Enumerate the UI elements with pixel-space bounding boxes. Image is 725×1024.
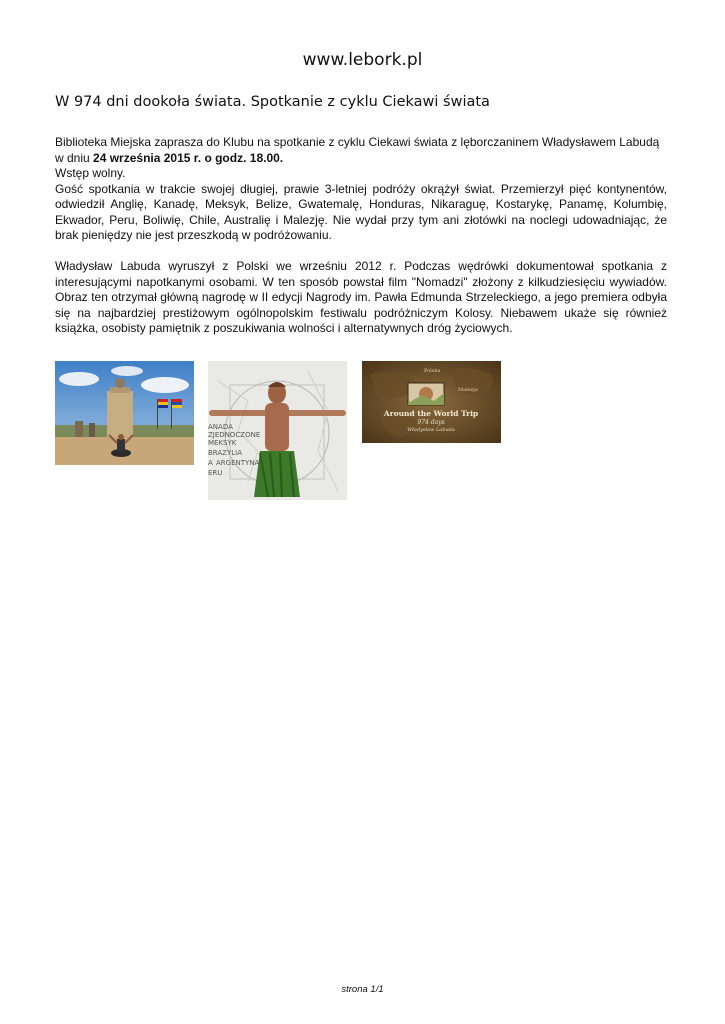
date-prefix: w dniu <box>55 150 94 165</box>
map-label-1: ZJEDNOCZONE <box>208 431 261 439</box>
intro-paragraph <box>55 135 667 182</box>
paragraph-2: Władysław Labuda wyruszył z Polski we wrześniu 2012 r. Podczas wędrówki dokumentował spotkania z interesującymi napotkanymi osobami. W ten sposób powstał film "Nomadzi" złożony z kilkudziesięciu wywiadów. Obraz ten otrzymał główną nagrodę w II edycji Nagrody im. Pawła Edmunda Strzeleckiego, a jego premiera odbyła się na najbardziej prestiżowym ogólnopolskim festiwalu podróżniczym Kolosy. Niebawem ukaże się również książka, osobisty pamiętnik z poszukiwania wolności i alternatywnych dróg życiowych. <box>55 259 667 335</box>
photo-gallery <box>55 361 515 501</box>
photo-poster[interactable] <box>362 361 501 443</box>
page-number: strona 1/1 <box>341 984 384 995</box>
map-label-6: ERU <box>208 469 223 477</box>
photo-traveller[interactable] <box>208 361 347 500</box>
entry-info: Wstęp wolny. <box>55 166 126 180</box>
map-label-3: BRAZYLIA <box>208 449 242 457</box>
poster-map-label-0: Polska <box>424 368 441 374</box>
poster-subtitle: 974 days <box>417 419 445 426</box>
map-label-5: ARGENTYNA <box>216 459 260 467</box>
map-label-2: MEKSYK <box>208 439 237 447</box>
poster-author: Władysław Labuda <box>407 427 455 433</box>
site-url: www.lebork.pl <box>302 50 423 70</box>
poster-title: Around the World Trip <box>383 409 479 418</box>
map-label-0: ANADA <box>208 423 233 431</box>
event-date: 24 września 2015 r. o godz. 18.00. <box>93 150 284 165</box>
photo-monument[interactable] <box>55 361 194 465</box>
paragraph-1: Gość spotkania w trakcie swojej długiej, prawie 3-letniej podróży okrążył świat. Przemierzył pięć kontynentów, odwiedził Anglię, Kanadę, Meksyk, Belize, Gwatemalę, Honduras, Nikaraguę, Kostarykę, Panamę, Kolumbię, Ekwador, Peru, Boliwię, Chile, Australię i Malezję. Nie wydał przy tym ani złotówki na noclegi udowadniając, że brak pieniędzy nie jest przeszkodą w podróżowaniu. <box>55 181 667 242</box>
intro-text: Biblioteka Miejska zaprasza do Klubu na spotkanie z cyklu Ciekawi świata z lęborczaninem Władysławem Labudą <box>55 135 660 149</box>
article-body <box>55 135 667 337</box>
map-label-4: A <box>208 459 213 467</box>
article-title: W 974 dni dookoła świata. Spotkanie z cyklu Ciekawi świata <box>55 94 490 110</box>
poster-map-label-1: Malezja <box>458 387 478 393</box>
